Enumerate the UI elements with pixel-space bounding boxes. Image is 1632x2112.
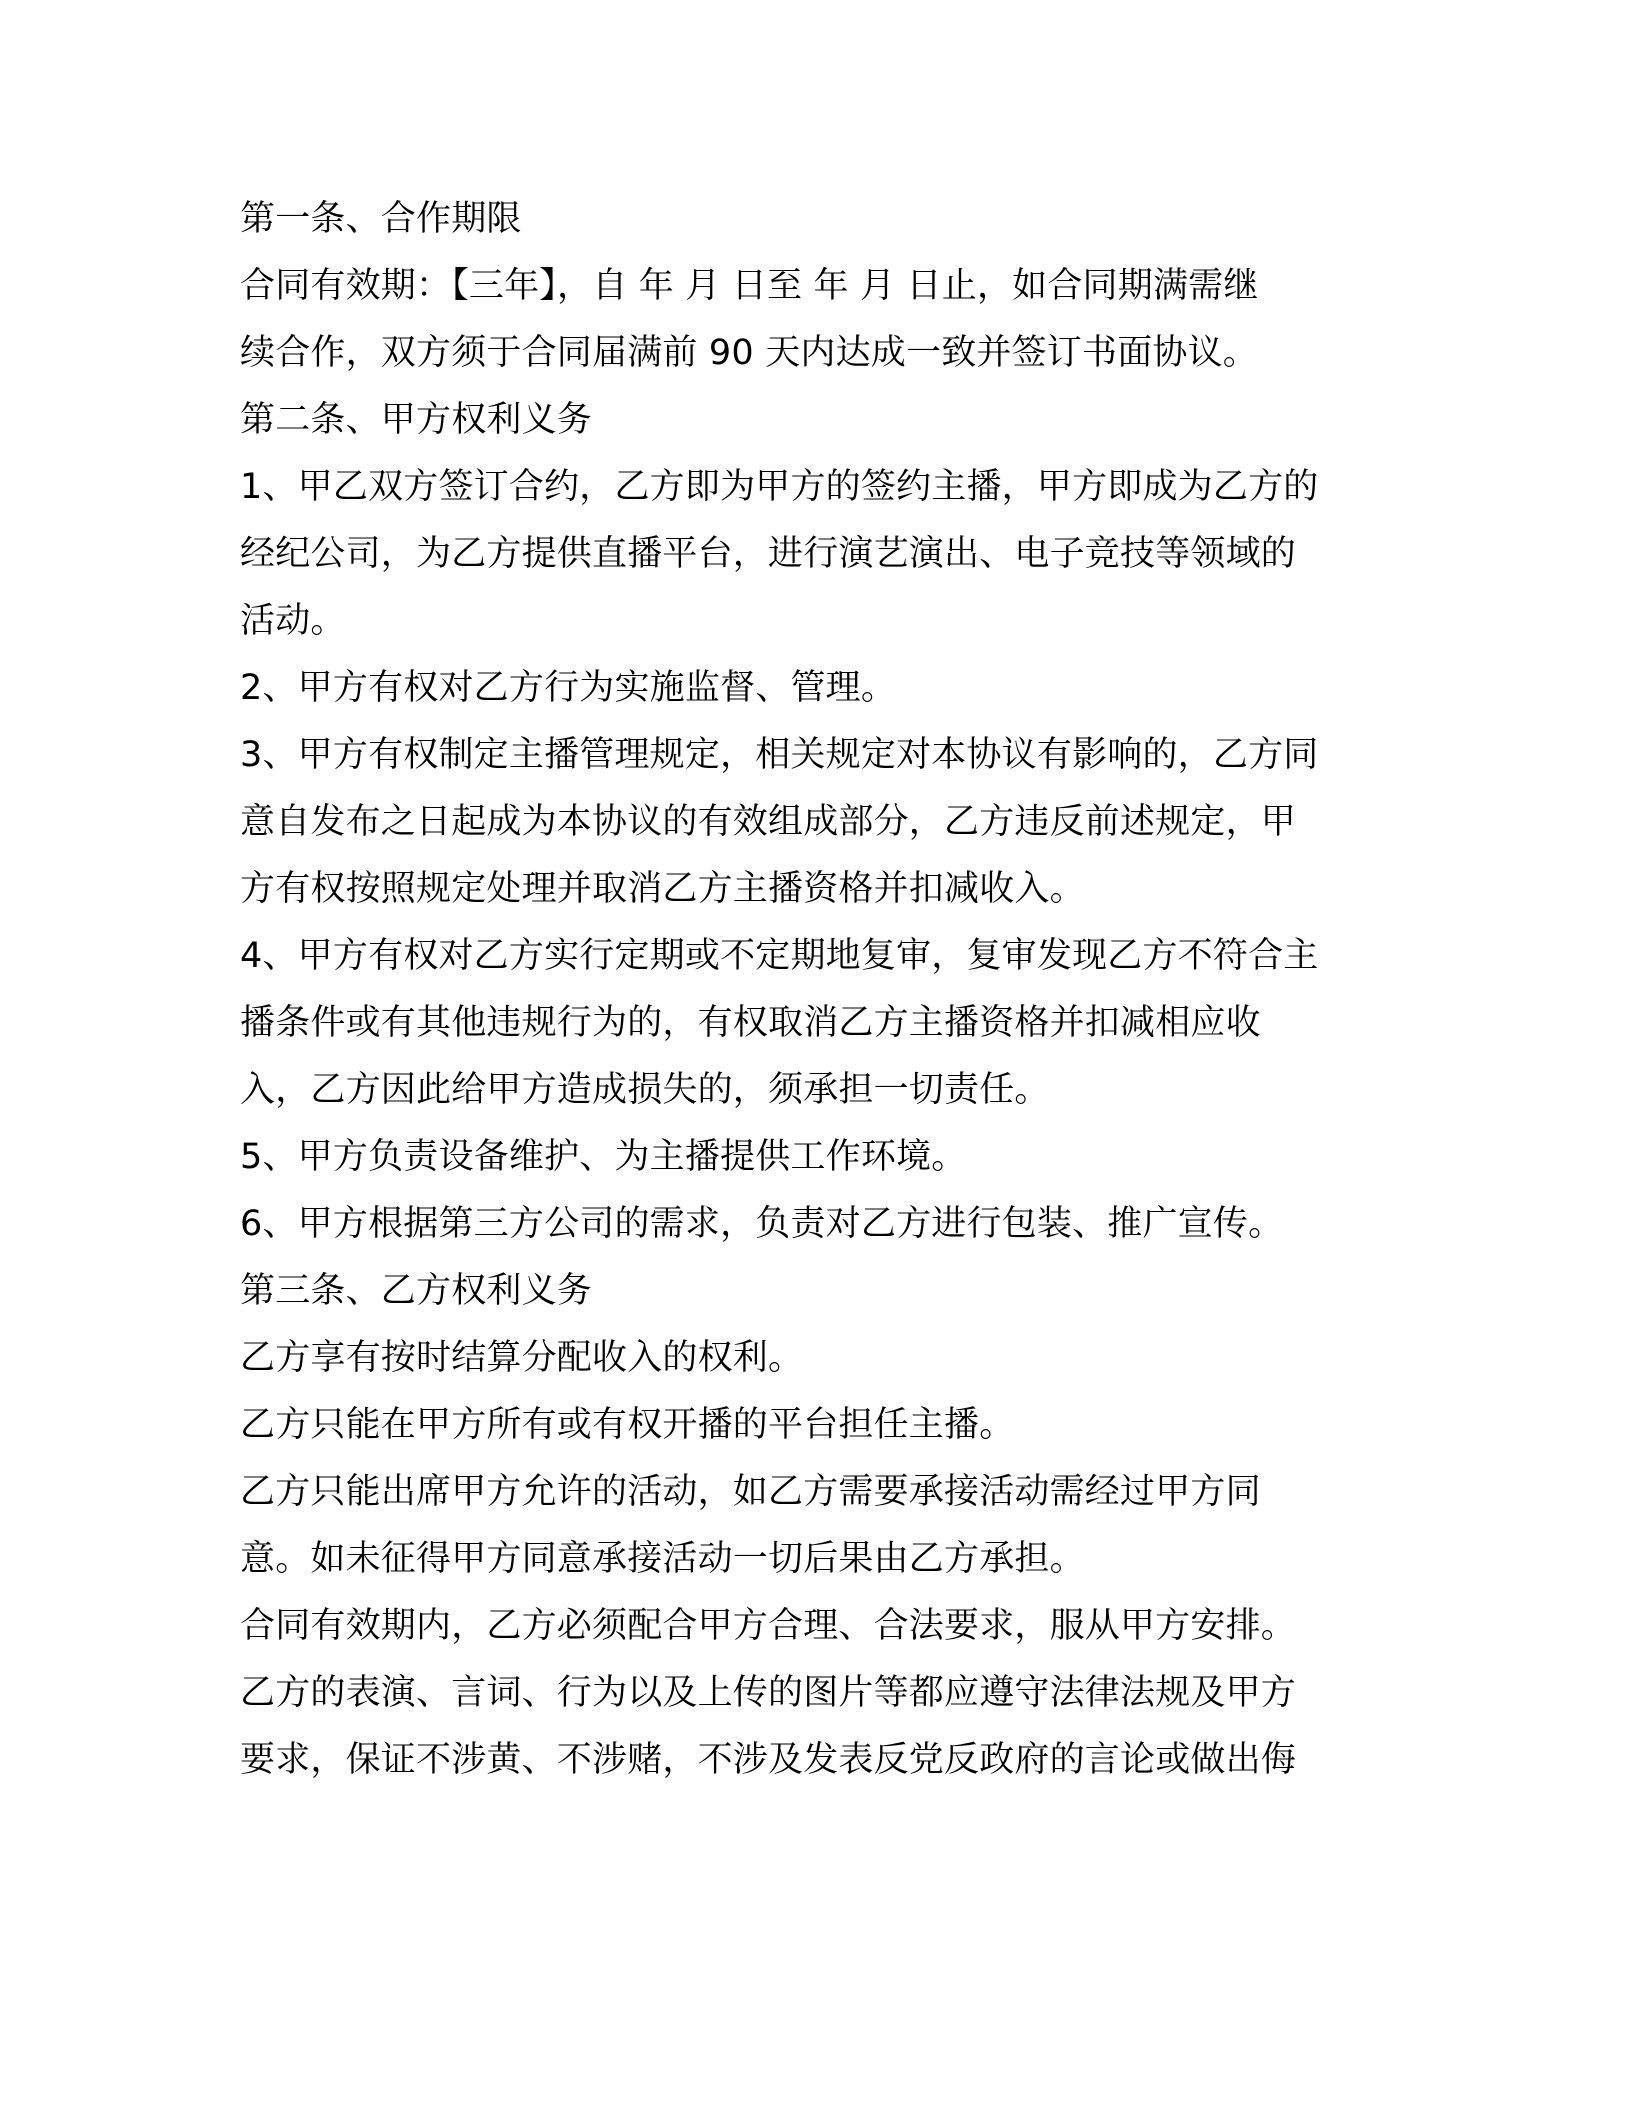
paragraph-line: 经纪公司，为乙方提供直播平台，进行演艺演出、电子竞技等领域的 <box>240 534 1297 574</box>
section-heading-1: 第一条、合作期限 <box>240 199 522 239</box>
paragraph-line: 6、甲方根据第三方公司的需求，负责对乙方进行包装、推广宣传。 <box>240 1204 1284 1244</box>
paragraph-line: 要求，保证不涉黄、不涉赌，不涉及发表反党反政府的言论或做出侮 <box>240 1740 1297 1780</box>
paragraph-line: 5、甲方负责设备维护、为主播提供工作环境。 <box>240 1137 967 1177</box>
paragraph-line: 乙方享有按时结算分配收入的权利。 <box>240 1338 804 1378</box>
paragraph-line: 乙方的表演、言词、行为以及上传的图片等都应遵守法律法规及甲方 <box>240 1673 1297 1713</box>
paragraph-line: 入，乙方因此给甲方造成损失的，须承担一切责任。 <box>240 1070 1050 1110</box>
paragraph-line: 3、甲方有权制定主播管理规定，相关规定对本协议有影响的，乙方同 <box>240 735 1319 775</box>
paragraph-line: 方有权按照规定处理并取消乙方主播资格并扣减收入。 <box>240 869 1085 909</box>
paragraph-line: 续合作，双方须于合同届满前 90 天内达成一致并签订书面协议。 <box>240 333 1258 373</box>
paragraph-line: 意自发布之日起成为本协议的有效组成部分，乙方违反前述规定，甲 <box>240 802 1297 842</box>
paragraph-line: 意。如未征得甲方同意承接活动一切后果由乙方承担。 <box>240 1539 1085 1579</box>
section-heading-3: 第三条、乙方权利义务 <box>240 1271 593 1311</box>
paragraph-line: 乙方只能在甲方所有或有权开播的平台担任主播。 <box>240 1405 1015 1445</box>
paragraph-line: 2、甲方有权对乙方行为实施监督、管理。 <box>240 668 897 708</box>
paragraph-line: 乙方只能出席甲方允许的活动，如乙方需要承接活动需经过甲方同 <box>240 1472 1261 1512</box>
paragraph-line: 活动。 <box>240 601 346 641</box>
section-heading-2: 第二条、甲方权利义务 <box>240 400 593 440</box>
paragraph-line: 合同有效期内，乙方必须配合甲方合理、合法要求，服从甲方安排。 <box>240 1606 1297 1646</box>
document-body <box>240 186 1400 1794</box>
paragraph-line: 4、甲方有权对乙方实行定期或不定期地复审，复审发现乙方不符合主 <box>240 936 1319 976</box>
paragraph-line: 1、甲乙双方签订合约，乙方即为甲方的签约主播，甲方即成为乙方的 <box>240 467 1319 507</box>
paragraph-line: 播条件或有其他违规行为的，有权取消乙方主播资格并扣减相应收 <box>240 1003 1261 1043</box>
paragraph-line: 合同有效期：【三年】，自 年 月 日至 年 月 日止，如合同期满需继 <box>240 266 1259 306</box>
